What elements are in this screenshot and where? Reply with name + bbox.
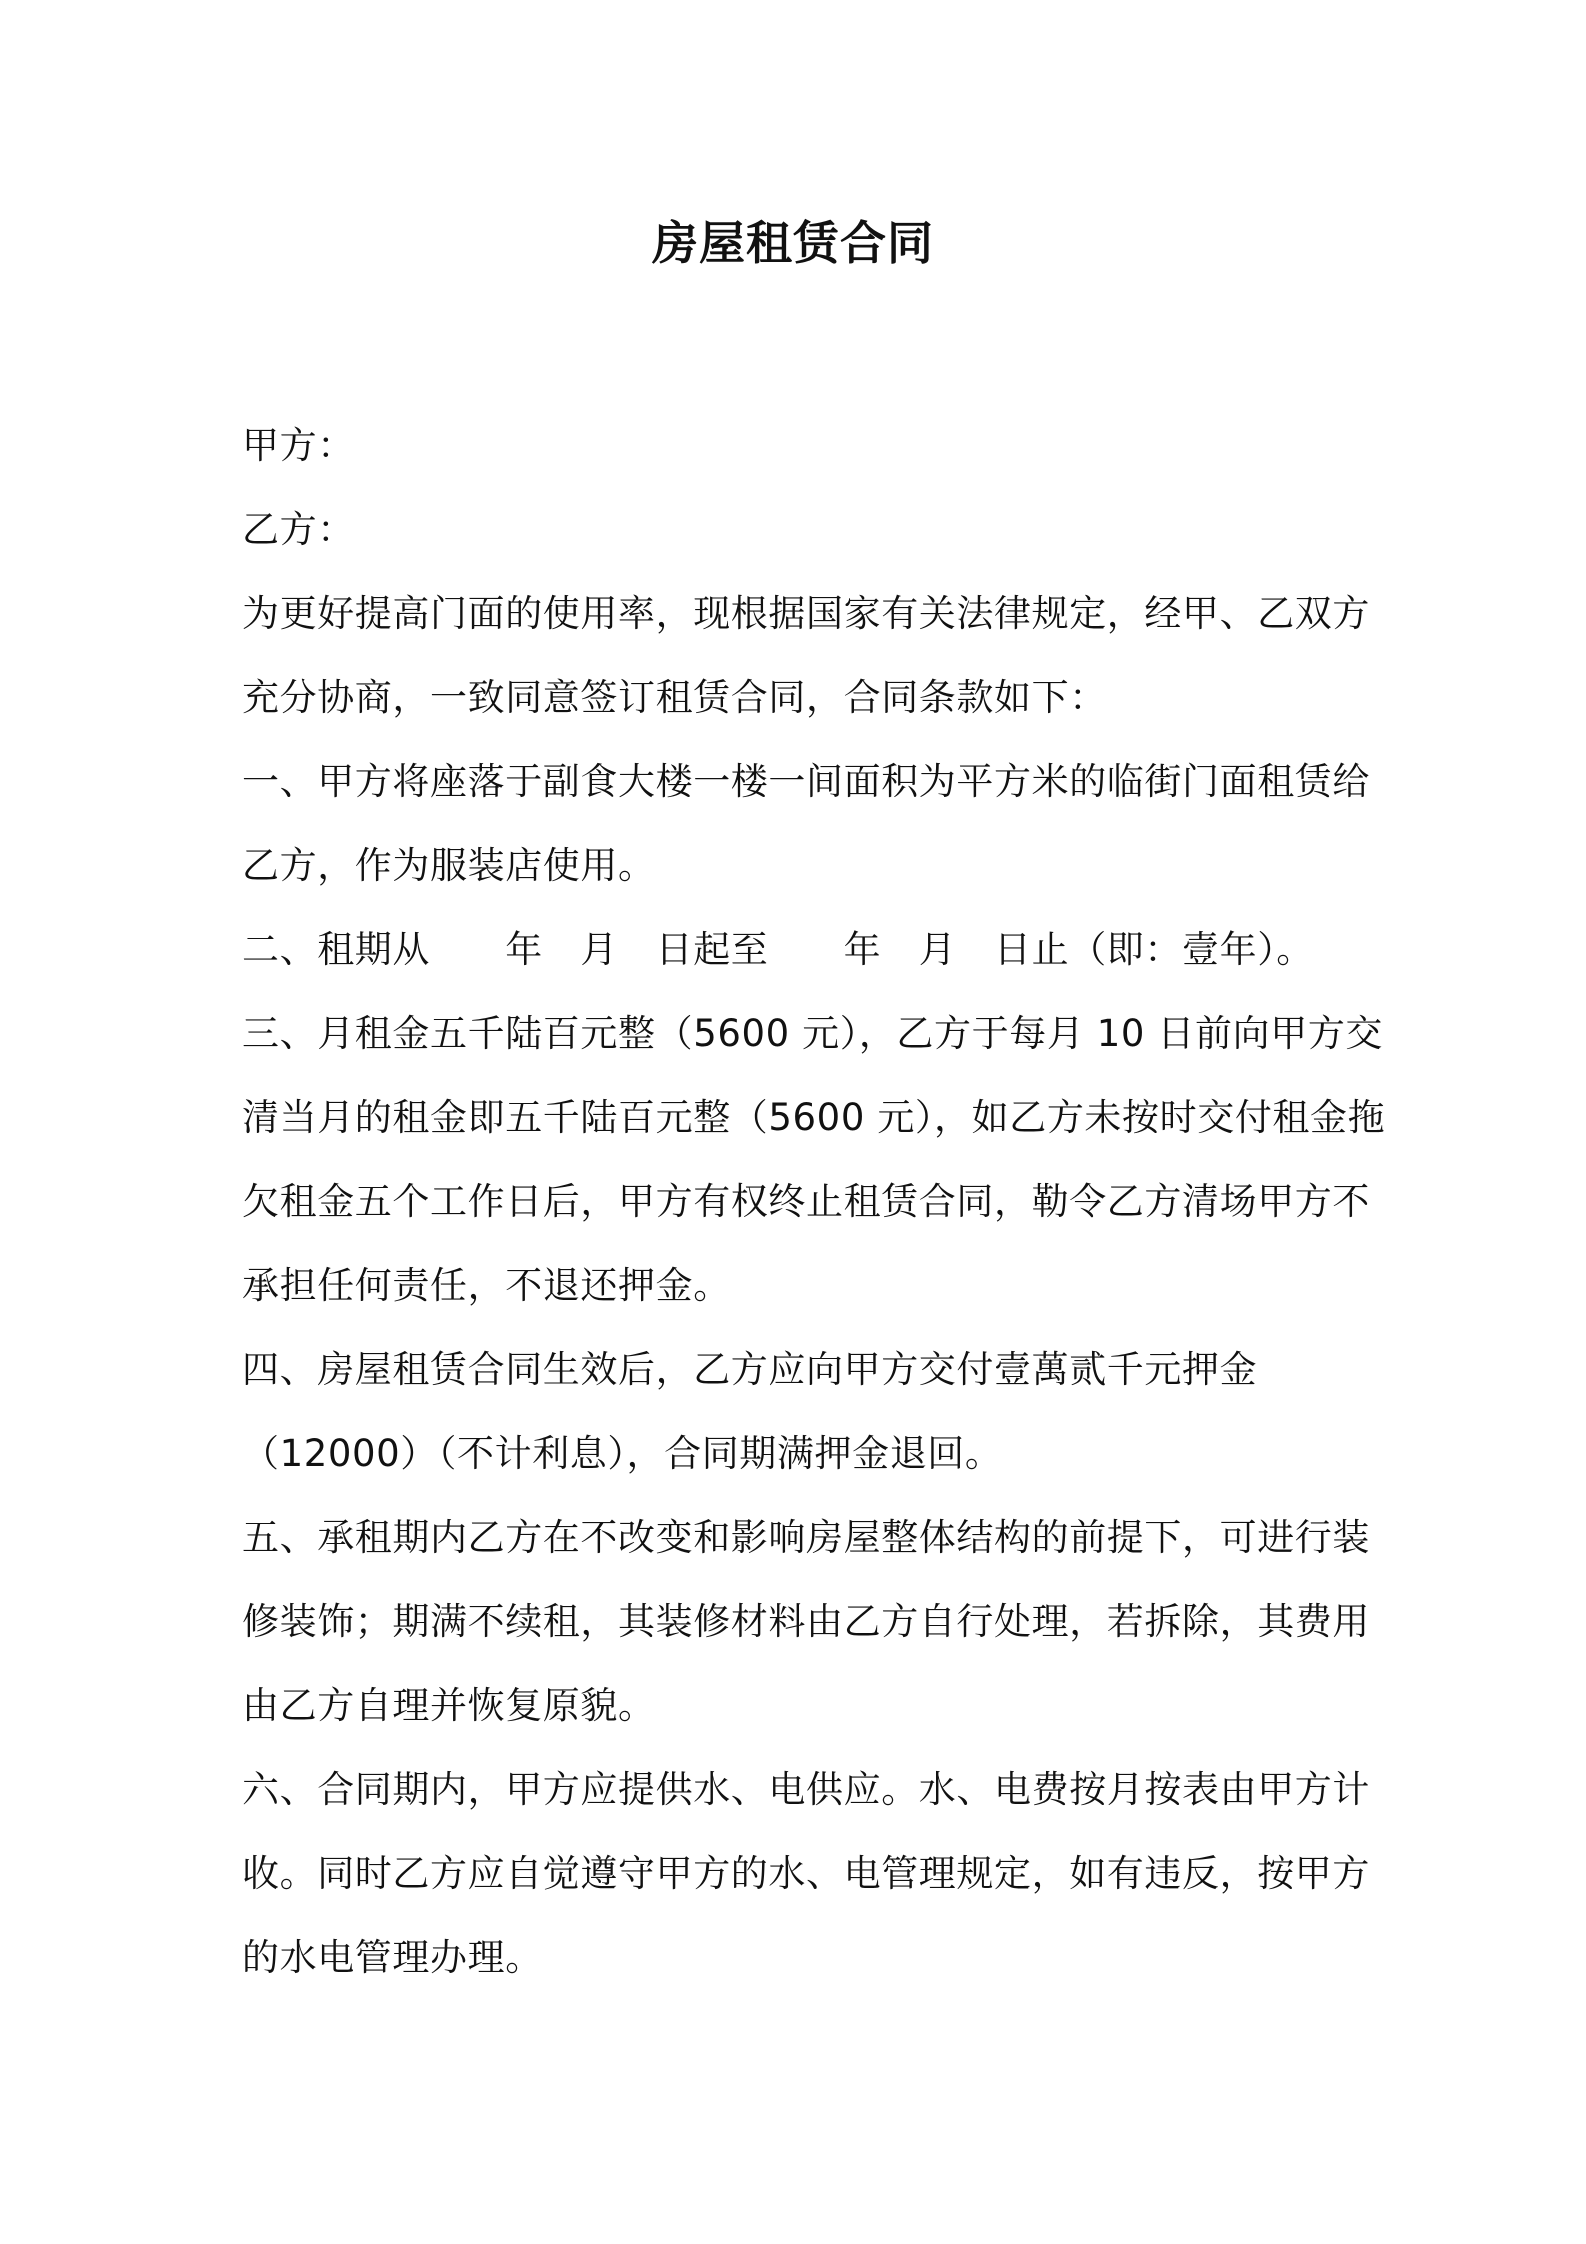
party-b-line: 乙方： [242, 508, 355, 551]
clause-5-line: 修装饰；期满不续租，其装修材料由乙方自行处理，若拆除，其费用 [242, 1600, 1370, 1643]
clause-3-line: 三、月租金五千陆百元整（5600 元），乙方于每月 10 日前向甲方交 [242, 1012, 1384, 1055]
clause-5-line: 五、承租期内乙方在不改变和影响房屋整体结构的前提下，可进行装 [242, 1516, 1370, 1559]
clause-3-line: 承担任何责任，不退还押金。 [242, 1264, 731, 1307]
party-a-line: 甲方： [242, 424, 355, 467]
clause-1-line: 一、甲方将座落于副食大楼一楼一间面积为平方米的临街门面租赁给 [242, 760, 1370, 803]
clause-6-line: 收。同时乙方应自觉遵守甲方的水、电管理规定，如有违反，按甲方 [242, 1852, 1370, 1895]
clause-1-line: 乙方，作为服装店使用。 [242, 844, 656, 887]
clause-4-line: （12000）（不计利息），合同期满押金退回。 [242, 1432, 1003, 1475]
clause-2-line: 二、租期从 年 月 日起至 年 月 日止（即：壹年）。 [242, 928, 1314, 971]
contract-body [242, 404, 1386, 2000]
preamble-line: 充分协商，一致同意签订租赁合同，合同条款如下： [242, 676, 1107, 719]
clause-6-line: 六、合同期内，甲方应提供水、电供应。水、电费按月按表由甲方计 [242, 1768, 1370, 1811]
clause-5-line: 由乙方自理并恢复原貌。 [242, 1684, 656, 1727]
document-title: 房屋租赁合同 [652, 216, 934, 270]
clause-3-line: 欠租金五个工作日后，甲方有权终止租赁合同，勒令乙方清场甲方不 [242, 1180, 1370, 1223]
clause-3-line: 清当月的租金即五千陆百元整（5600 元），如乙方未按时交付租金拖 [242, 1096, 1386, 1139]
clause-4-line: 四、房屋租赁合同生效后，乙方应向甲方交付壹萬贰千元押金 [242, 1348, 1258, 1391]
clause-6-line: 的水电管理办理。 [242, 1936, 543, 1979]
preamble-line: 为更好提高门面的使用率，现根据国家有关法律规定，经甲、乙双方 [242, 592, 1370, 635]
